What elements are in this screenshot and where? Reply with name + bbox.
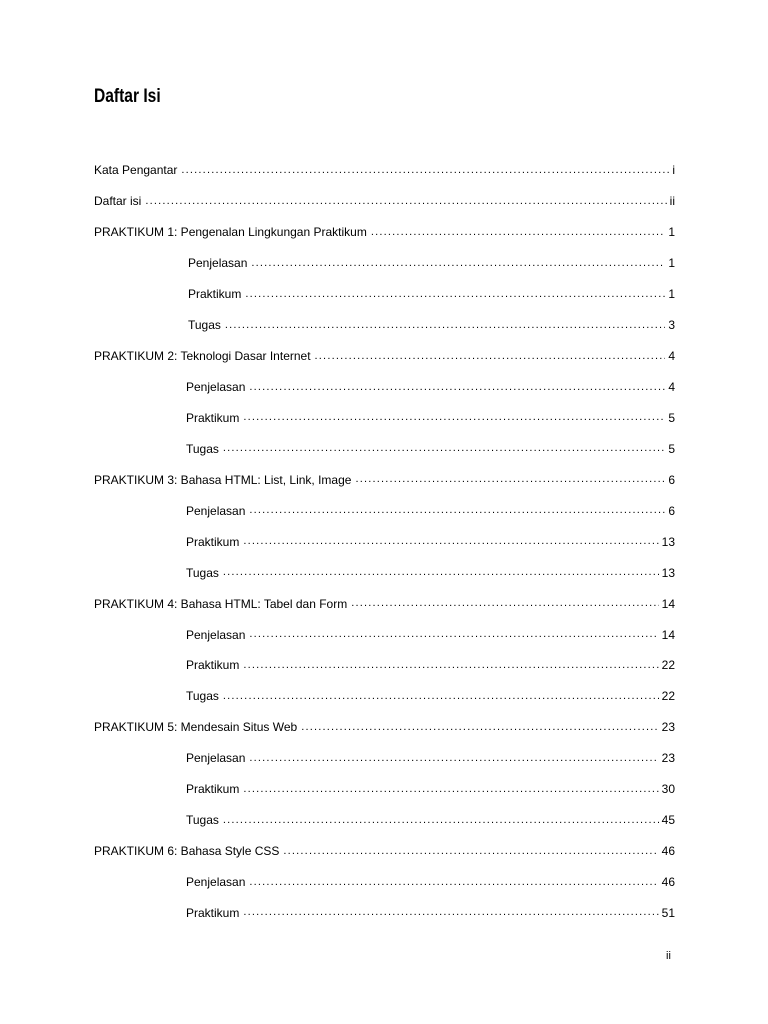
toc-dot-leader	[225, 320, 665, 331]
toc-entry-page: 13	[661, 565, 675, 580]
toc-entry	[94, 464, 675, 495]
toc-entry-page: 23	[661, 751, 675, 766]
toc-entry-page: 3	[668, 318, 675, 333]
toc-entry-page: 6	[668, 503, 675, 518]
toc-entry-title: PRAKTIKUM 1: Pengenalan Lingkungan Praktikum	[94, 225, 367, 240]
toc-entry-page: 1	[668, 225, 675, 240]
toc-entry-title: PRAKTIKUM 2: Teknologi Dasar Internet	[94, 349, 311, 364]
toc-entry	[94, 217, 675, 248]
toc-entry-page: 4	[668, 349, 675, 364]
toc-heading: Daftar Isi	[94, 86, 161, 107]
toc-entry-page: 1	[668, 256, 675, 271]
toc-entry-title: Daftar isi	[94, 194, 142, 209]
toc-entry-page: 22	[661, 658, 675, 673]
toc-entry-page: 45	[661, 813, 675, 828]
toc-dot-leader	[249, 382, 665, 393]
toc-entry-title: Penjelasan	[186, 503, 246, 518]
toc-dot-leader	[243, 536, 658, 547]
toc-entry-page: i	[672, 163, 675, 178]
toc-dot-leader	[301, 722, 658, 733]
toc-dot-leader	[249, 753, 658, 764]
toc-entry-page: 1	[668, 287, 675, 302]
toc-entry-page: 13	[661, 534, 675, 549]
toc-entry-title: Praktikum	[186, 658, 240, 673]
toc-dot-leader	[251, 258, 665, 269]
toc-subentry	[94, 495, 675, 526]
toc-entry-title: Penjelasan	[186, 380, 246, 395]
toc-entry-page: 6	[668, 472, 675, 487]
toc-entry	[94, 155, 675, 186]
toc-entry-title: PRAKTIKUM 3: Bahasa HTML: List, Link, Image	[94, 472, 352, 487]
toc-entry-title: Tugas	[186, 689, 219, 704]
toc-entry-page: 51	[661, 905, 675, 920]
toc-dot-leader	[249, 877, 658, 888]
toc-entry-page: 5	[668, 441, 675, 456]
toc-entry-title: Penjelasan	[186, 875, 246, 890]
toc-entry-page: 14	[661, 627, 675, 642]
toc-subentry	[94, 619, 675, 650]
toc-dot-leader	[223, 691, 659, 702]
toc-entry-title: PRAKTIKUM 6: Bahasa Style CSS	[94, 844, 280, 859]
toc-entry-page: 46	[661, 844, 675, 859]
toc-subentry	[94, 310, 675, 341]
toc-entry-title: Praktikum	[188, 287, 242, 302]
toc-entry-title: Tugas	[186, 565, 219, 580]
toc-subentry	[94, 805, 675, 836]
toc-entry	[94, 836, 675, 867]
toc-dot-leader	[223, 567, 659, 578]
toc-entry	[94, 341, 675, 372]
toc-entry-title: Praktikum	[186, 782, 240, 797]
page-number: ii	[666, 950, 671, 962]
toc-dot-leader	[249, 505, 665, 516]
toc-entry-title: Praktikum	[186, 410, 240, 425]
toc-subentry	[94, 743, 675, 774]
toc-entry-title: Praktikum	[186, 905, 240, 920]
toc-entry-page: 30	[661, 782, 675, 797]
toc-entry-title: Tugas	[186, 441, 219, 456]
toc-subentry	[94, 248, 675, 279]
toc-entry-title: PRAKTIKUM 4: Bahasa HTML: Tabel dan Form	[94, 596, 348, 611]
toc-entry	[94, 588, 675, 619]
toc-dot-leader	[223, 443, 665, 454]
toc-entry-page: 14	[661, 596, 675, 611]
toc-entry-title: Tugas	[186, 813, 219, 828]
toc-dot-leader	[243, 412, 665, 423]
toc-dot-leader	[145, 196, 666, 207]
toc-entry-title: Kata Pengantar	[94, 163, 178, 178]
toc-subentry	[94, 433, 675, 464]
toc-dot-leader	[243, 907, 658, 918]
toc-subentry	[94, 557, 675, 588]
toc-subentry	[94, 774, 675, 805]
toc-entry	[94, 186, 675, 217]
toc-entry-page: 46	[661, 875, 675, 890]
toc-dot-leader	[371, 227, 666, 238]
toc-subentry	[94, 372, 675, 403]
toc-dot-leader	[355, 474, 665, 485]
toc-subentry	[94, 898, 675, 929]
toc-entry-title: Praktikum	[186, 534, 240, 549]
toc-subentry	[94, 279, 675, 310]
toc-dot-leader	[243, 784, 658, 795]
toc-dot-leader	[223, 815, 659, 826]
toc-entry-page: 4	[668, 380, 675, 395]
toc-dot-leader	[315, 351, 666, 362]
toc-subentry	[94, 403, 675, 434]
toc-dot-leader	[249, 629, 658, 640]
toc-entry-title: Penjelasan	[186, 751, 246, 766]
toc-entry-title: Penjelasan	[188, 256, 248, 271]
toc-subentry	[94, 526, 675, 557]
toc-dot-leader	[351, 598, 658, 609]
toc-entry-page: ii	[669, 194, 675, 209]
toc-entry-title: Tugas	[188, 318, 221, 333]
toc-dot-leader	[243, 660, 658, 671]
table-of-contents	[94, 155, 675, 928]
toc-entry-page: 22	[661, 689, 675, 704]
toc-entry-title: Penjelasan	[186, 627, 246, 642]
toc-entry-page: 5	[668, 410, 675, 425]
toc-dot-leader	[245, 289, 665, 300]
toc-entry-title: PRAKTIKUM 5: Mendesain Situs Web	[94, 720, 298, 735]
toc-entry-page: 23	[661, 720, 675, 735]
toc-entry	[94, 712, 675, 743]
toc-subentry	[94, 867, 675, 898]
toc-subentry	[94, 681, 675, 712]
toc-subentry	[94, 650, 675, 681]
toc-dot-leader	[181, 165, 669, 176]
toc-dot-leader	[283, 846, 658, 857]
